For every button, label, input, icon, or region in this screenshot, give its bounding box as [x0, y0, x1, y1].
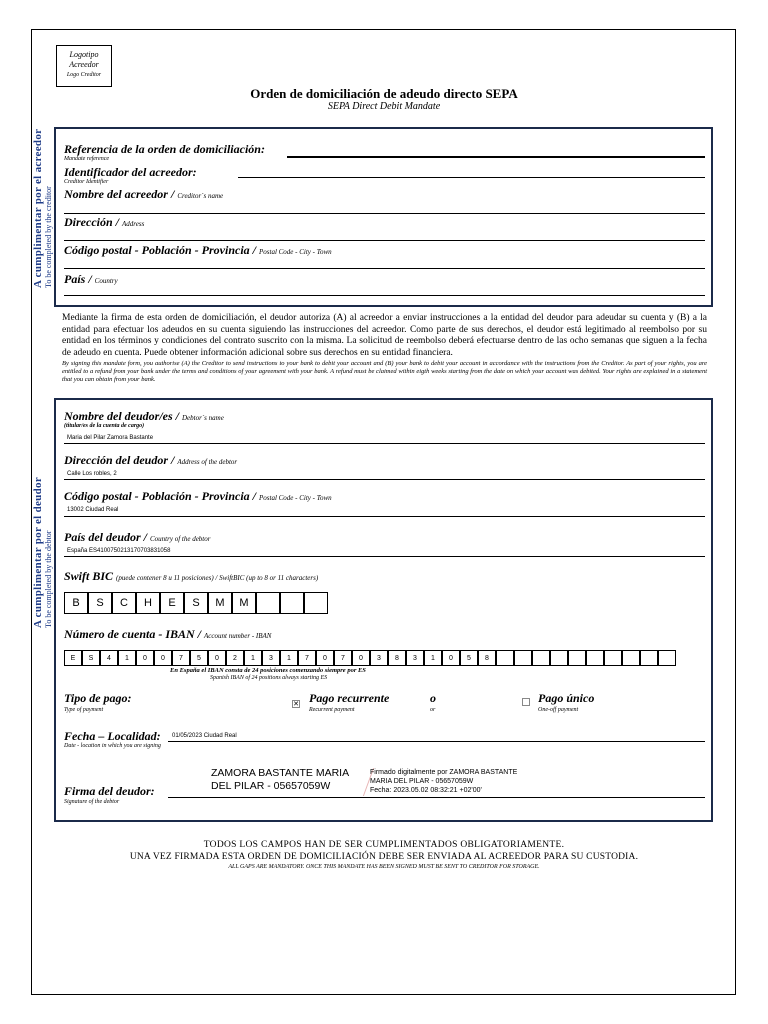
iban-cell[interactable]	[496, 650, 514, 666]
iban-cell[interactable]: E	[64, 650, 82, 666]
iban-cell[interactable]	[658, 650, 676, 666]
recurrent-label: Pago recurrente	[309, 691, 390, 705]
iban-cell[interactable]	[568, 650, 586, 666]
debtor-postal-label: Código postal - Población - Provincia / Postal Code - City - Town	[64, 489, 332, 503]
debtor-postal-value[interactable]: 13002 Ciudad Real	[67, 507, 119, 513]
bic-cell[interactable]: H	[136, 592, 160, 614]
bic-cell[interactable]: M	[208, 592, 232, 614]
digital-signature-name: ZAMORA BASTANTE MARIA DEL PILAR - 05657059W	[211, 767, 350, 792]
iban-cells[interactable]	[64, 650, 676, 666]
iban-cell[interactable]: 2	[226, 650, 244, 666]
iban-cell[interactable]: 8	[388, 650, 406, 666]
mandate-text-en: By signing this mandate form, you authorise (A) the Creditor to send instructions to your bank to debit your account and (B) your bank to debit your account in accordance with the instructions from the Creditor. As part of your rights, you are entitled to a refund from your bank under the terms and conditions of your agreement with your bank. A refund must be claimed within eigth weeks starting from the date on which your account was debited. Your rights are explained in a statement that you can obtain from your bank.	[62, 360, 707, 383]
iban-cell[interactable]: 0	[352, 650, 370, 666]
footer-line-1: TODOS LOS CAMPOS HAN DE SER CUMPLIMENTADOS OBLIGATORIAMENTE.	[203, 840, 565, 850]
digital-signature-details: Firmado digitalmente por ZAMORA BASTANTE MARIA DEL PILAR - 05657059W Fecha: 2023.05.02 08:32:21 +02'00'	[370, 769, 518, 794]
iban-cell[interactable]	[622, 650, 640, 666]
iban-cell[interactable]: 0	[316, 650, 334, 666]
bic-cell[interactable]: E	[160, 592, 184, 614]
bic-cell[interactable]: B	[64, 592, 88, 614]
iban-cell[interactable]: 7	[298, 650, 316, 666]
creditor-address-label: Dirección / Address	[64, 215, 145, 229]
oneoff-label: Pago único	[538, 691, 595, 705]
mandate-ref-label: Referencia de la orden de domiciliación:	[64, 142, 265, 156]
bic-cell[interactable]	[304, 592, 328, 614]
creditor-address-field[interactable]	[64, 240, 705, 241]
page-subtitle: SEPA Direct Debit Mandate	[327, 101, 441, 112]
creditor-name-field[interactable]	[64, 213, 705, 214]
iban-cell[interactable]: 5	[460, 650, 478, 666]
bic-cell[interactable]: C	[112, 592, 136, 614]
iban-cell[interactable]	[532, 650, 550, 666]
iban-cell[interactable]: 3	[370, 650, 388, 666]
debtor-side-label: A cumplimentar por el deudor To be completed by the debtor	[32, 477, 53, 628]
bic-cell[interactable]: S	[184, 592, 208, 614]
creditor-postal-label: Código postal - Población - Provincia / Postal Code - City - Town	[64, 243, 332, 257]
footer-line-3: ALL GAPS ARE MANDATORY. ONCE THIS MANDATE HAS BEEN SIGNED MUST BE SENT TO CREDITOR FOR STORAGE.	[228, 864, 540, 870]
iban-cell[interactable]: 5	[190, 650, 208, 666]
bic-cells[interactable]	[64, 592, 328, 614]
debtor-name-label: Nombre del deudor/es / Debtor´s name	[64, 409, 224, 423]
bic-cell[interactable]	[256, 592, 280, 614]
creditor-logo-box: Logotipo Acreedor Logo Creditor	[56, 45, 112, 87]
creditor-id-label: Identificador del acreedor:	[64, 165, 197, 179]
iban-cell[interactable]: S	[82, 650, 100, 666]
bic-label: Swift BIC (puede contener 8 u 11 posiciones) / SwiftBIC (up to 8 or 11 characters)	[64, 569, 319, 583]
debtor-country-value[interactable]: España ES4100750213170703831058	[67, 548, 171, 554]
iban-cell[interactable]: 1	[118, 650, 136, 666]
page-title: Orden de domiciliación de adeudo directo SEPA	[250, 86, 518, 101]
iban-note: En España el IBAN consta de 24 posiciones comenzando siempre por ES	[170, 667, 366, 674]
creditor-country-field[interactable]	[64, 295, 705, 296]
iban-cell[interactable]: 1	[424, 650, 442, 666]
iban-cell[interactable]: 3	[262, 650, 280, 666]
iban-cell[interactable]: 0	[442, 650, 460, 666]
iban-cell[interactable]	[550, 650, 568, 666]
debtor-address-label: Dirección del deudor / Address of the debtor	[64, 453, 238, 467]
bic-cell[interactable]	[280, 592, 304, 614]
iban-cell[interactable]: 4	[100, 650, 118, 666]
bic-cell[interactable]: M	[232, 592, 256, 614]
signature-label: Firma del deudor:	[64, 784, 155, 798]
iban-cell[interactable]	[586, 650, 604, 666]
iban-cell[interactable]	[640, 650, 658, 666]
creditor-id-field[interactable]	[238, 177, 705, 178]
date-label: Fecha – Localidad:	[64, 729, 161, 743]
creditor-postal-field[interactable]	[64, 268, 705, 269]
iban-cell[interactable]	[604, 650, 622, 666]
checked-icon: ✕	[293, 700, 299, 708]
date-value[interactable]: 01/05/2023 Ciudad Real	[172, 733, 237, 739]
creditor-country-label: País / Country	[64, 272, 118, 286]
debtor-name-value[interactable]: Maria del Pilar Zamora Bastante	[67, 435, 154, 441]
payment-type-label: Tipo de pago:	[64, 691, 132, 705]
iban-cell[interactable]: 0	[154, 650, 172, 666]
iban-cell[interactable]	[514, 650, 532, 666]
mandate-ref-field[interactable]	[287, 156, 705, 158]
iban-cell[interactable]: 7	[172, 650, 190, 666]
recurrent-checkbox[interactable]	[292, 693, 300, 711]
bic-cell[interactable]: S	[88, 592, 112, 614]
iban-label: Número de cuenta - IBAN / Account number - IBAN	[64, 627, 272, 641]
iban-cell[interactable]: 0	[136, 650, 154, 666]
creditor-name-label: Nombre del acreedor / Creditor´s name	[64, 187, 224, 201]
mandate-text-es: Mediante la firma de esta orden de domiciliación, el deudor autoriza (A) al acreedor a enviar instrucciones a la entidad del deudor para adeudar su cuenta y (B) a la entidad para efectuar los adeudos en su cuenta siguiendo las instrucciones del acreedor. Como parte de sus derechos, el deudor está legitimado al reembolso por su entidad en los términos y condiciones del contrato suscrito con la misma. La solicitud de reembolso deberá efectuarse dentro de las ocho semanas que siguen a la fecha de adeudo en cuenta. Puede obtener información adicional sobre sus derechos en su entidad financiera.	[62, 313, 707, 358]
debtor-address-value[interactable]: Calle Los robles, 2	[67, 471, 117, 477]
iban-cell[interactable]: 8	[478, 650, 496, 666]
iban-note-en: Spanish IBAN of 24 positions always starting ES	[210, 675, 328, 681]
oneoff-checkbox[interactable]	[522, 693, 530, 711]
debtor-country-label: País del deudor / Country of the debtor	[64, 530, 211, 544]
iban-cell[interactable]: 1	[280, 650, 298, 666]
iban-cell[interactable]: 3	[406, 650, 424, 666]
unchecked-icon	[522, 698, 530, 706]
iban-cell[interactable]: 7	[334, 650, 352, 666]
iban-cell[interactable]: 1	[244, 650, 262, 666]
creditor-side-label: A cumplimentar por el acreedor To be completed by the creditor	[32, 128, 53, 288]
iban-cell[interactable]: 0	[208, 650, 226, 666]
footer-line-2: UNA VEZ FIRMADA ESTA ORDEN DE DOMICILIACIÓN DEBE SER ENVIADA AL ACREEDOR PARA SU CUSTODIA.	[129, 852, 639, 862]
